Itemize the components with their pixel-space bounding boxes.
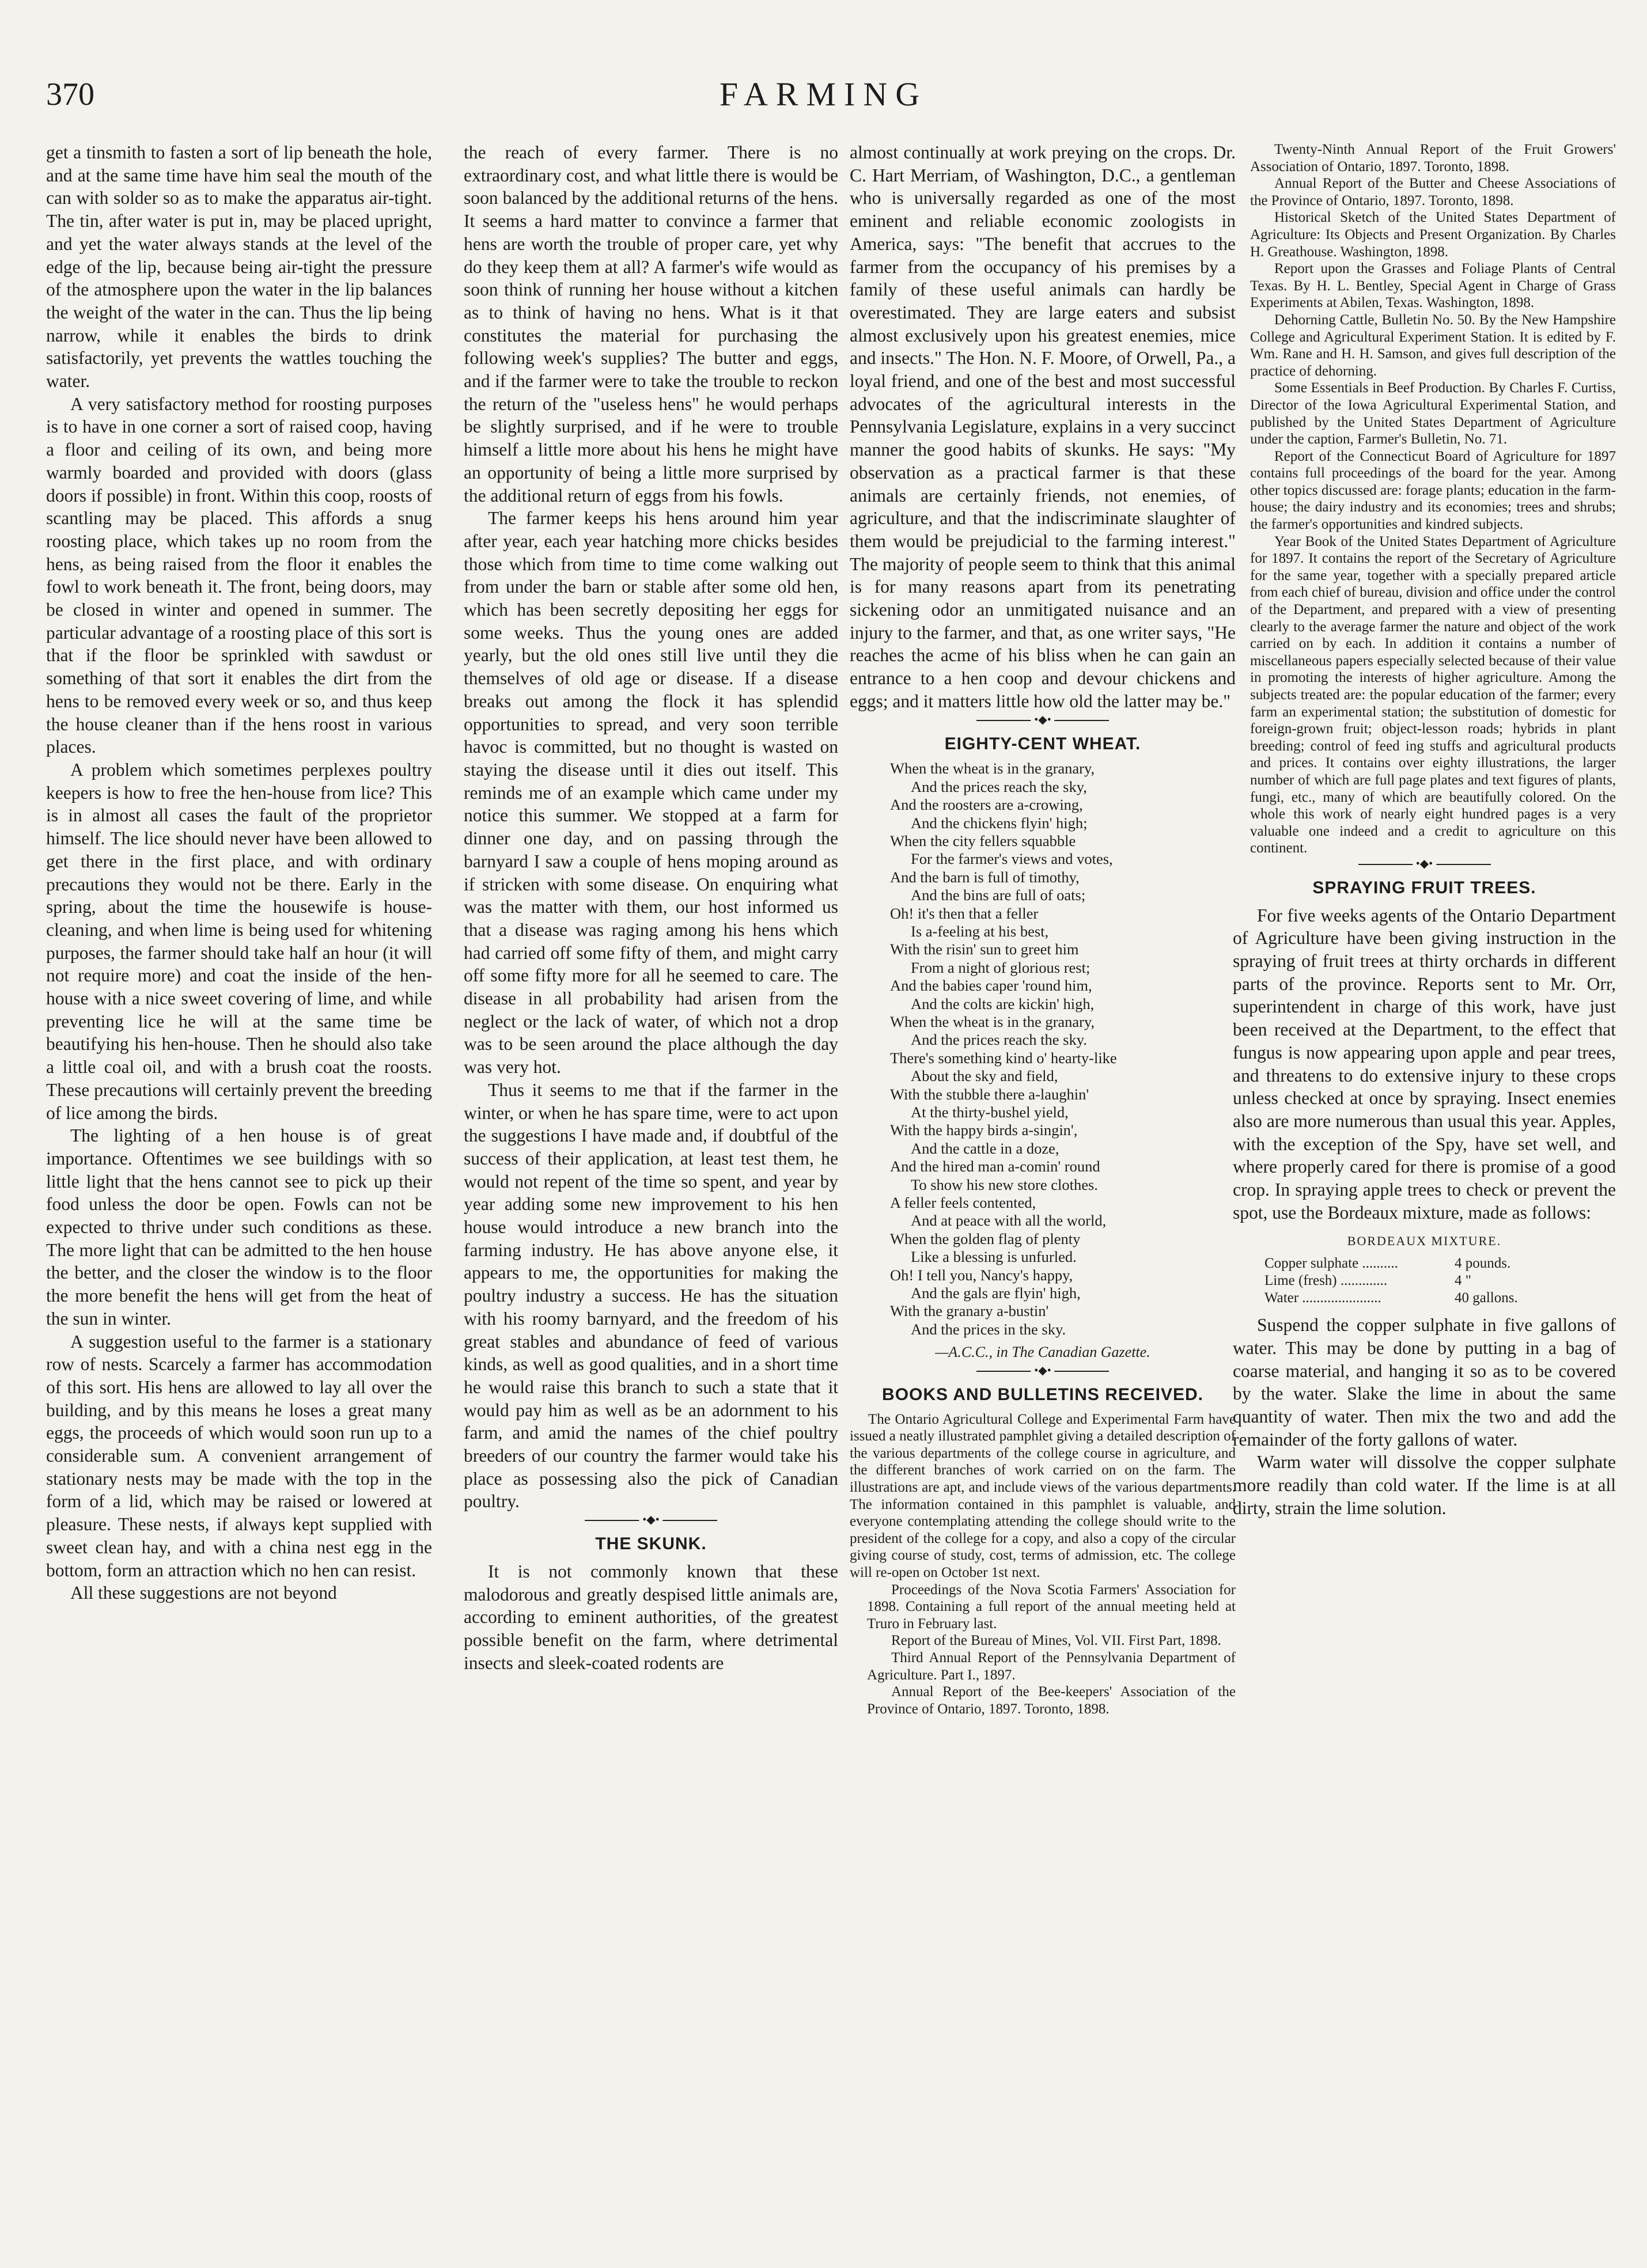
poem-line: At the thirty-bushel yield, [911, 1103, 1069, 1121]
recipe-item: Water ...................... [1264, 1290, 1381, 1306]
poem-line: And the prices in the sky. [911, 1320, 1066, 1338]
poem-line: When the golden flag of plenty [890, 1230, 1081, 1247]
bulletin-entry: Third Annual Report of the Pennsylvania Department of Agriculture. Part I., 1897. [867, 1650, 1236, 1683]
poem-line: And the babies caper 'round him, [890, 977, 1092, 995]
recipe-row [1264, 1290, 1616, 1307]
paragraph: For five weeks agents of the Ontario Department of Agriculture have been giving instruction in the spraying of fruit trees at thirty orchards in different parts of the province. Reports sent to Mr. Orr, superintendent in charge of this work, have just been received at the Department, to the effect that fungus is now appearing upon apple and pear trees, and threatens to do extensive injury to these crops unless checked at once by spraying. Insect enemies also are more numerous than usual this year. Apples, with the exception of the Spy, have set well, and where properly cared for there is promise of a good crop. In spraying apple trees to check or prevent the spot, use the Bordeaux mixture, made as follows: [1233, 905, 1616, 1223]
poem-line: And the roosters are a-crowing, [890, 796, 1083, 814]
section-heading-skunk: THE SKUNK. [595, 1534, 707, 1554]
bulletin-entry: Twenty-Ninth Annual Report of the Fruit Growers' Association of Ontario, 1897. Toronto, 1898. [1250, 142, 1616, 175]
poem-line: There's something kind o' hearty-like [890, 1049, 1117, 1067]
bulletin-entry: Report of the Connecticut Board of Agriculture for 1897 contains full proceedings of the board for the year. Among other topics discussed are: forage plants; education in the farm-house; the dairy industry and its economies; trees and shrubs; the farmer's opportunities and kindred subjects. [1250, 448, 1616, 533]
poem-line: And the prices reach the sky. [911, 1031, 1087, 1049]
bulletin-entry: Report of the Bureau of Mines, Vol. VII. First Part, 1898. [891, 1633, 1221, 1649]
poem-line: Like a blessing is unfurled. [911, 1248, 1077, 1266]
section-heading-books: BOOKS AND BULLETINS RECEIVED. [882, 1385, 1203, 1404]
column-3 [850, 141, 1236, 1717]
poem-line: About the sky and field, [911, 1067, 1058, 1085]
poem-line: Oh! it's then that a feller [890, 904, 1039, 922]
poem-line: Oh! I tell you, Nancy's happy, [890, 1266, 1073, 1284]
poem-line: And the chickens flyin' high; [911, 814, 1088, 832]
poem-line: When the wheat is in the granary, [890, 1012, 1095, 1030]
paragraph: The Ontario Agricultural College and Experimental Farm have issued a neatly illustrated pamphlet giving a detailed description of the various departments of the college course in agriculture, and the different branches of work carried on on the farm. The illustrations are apt, and include views of the various departments. The information contained in this pamphlet is valuable, and everyone contemplating attending the college should write to the president of the college for a copy, and also a copy of the circular giving course of study, cost, terms of admission, etc. The college will re-open on October 1st next. [850, 1411, 1236, 1581]
paragraph: Warm water will dissolve the copper sulphate more readily than cold water. If the lime is at all dirty, strain the lime solution. [1233, 1452, 1616, 1518]
paragraph: A problem which sometimes perplexes poultry keepers is how to free the hen-house from lice? This is in almost all cases the fault of the proprietor himself. The lice should never have been allowed to get there in the first place, and with ordinary precautions they would not be there. Early in the spring, about the time the housewife is house-cleaning, and when lime is being used for whitening purposes, the farmer should take half an hour (it will not require more) and coat the inside of the hen-house with a nice sweet covering of lime, and while preventing lice he will at the same time be beautifying his hen-house. Then he should also take a little coal oil, and with a brush coat the roosts. These precautions will certainly prevent the breeding of lice among the birds. [46, 759, 432, 1123]
bulletin-entry: Historical Sketch of the United States Department of Agriculture: Its Objects and Present Organization. By Charles H. Greathouse. Washington, 1898. [1250, 210, 1616, 260]
recipe-amount: 4 " [1455, 1273, 1471, 1289]
poem-line: For the farmer's views and votes, [911, 850, 1113, 868]
poem-line: And the cattle in a doze, [911, 1139, 1059, 1157]
poem-line: With the risin' sun to greet him [890, 940, 1079, 958]
section-heading-wheat: EIGHTY-CENT WHEAT. [944, 734, 1141, 753]
poem [850, 760, 1236, 1338]
page-number: 370 [46, 77, 94, 112]
poem-line: And the bins are full of oats; [911, 886, 1086, 904]
poem-line: Is a-feeling at his best, [911, 922, 1049, 940]
poem-line: And the colts are kickin' high, [911, 995, 1095, 1012]
poem-line: With the stubble there a-laughin' [890, 1085, 1089, 1103]
bulletin-entry: Annual Report of the Bee-keepers' Association of the Province of Ontario, 1897. Toronto, 1898. [867, 1684, 1236, 1717]
poem-line: When the city fellers squabble [890, 832, 1076, 849]
paragraph: Thus it seems to me that if the farmer in the winter, or when he has spare time, were to act upon the suggestions I have made and, if doubtful of the success of their application, at least test them, he would not repent of the time so spent, and year by year adding some new improvement to his hen house would introduce a new branch into the farming industry. He has above anyone else, it appears to me, the opportunities for making the poultry industry a success. He has the situation with his roomy barnyard, and the freedom of his great stables and abundance of feed of various kinds, as well as good qualities, and in a short time he would raise this branch to such a state that it would pay him as well as be an adornment to his farm, and amid the names of the chief poultry breeders of our country the farmer would take his place as possessing also the pick of Canadian poultry. [464, 1079, 838, 1512]
paragraph: A very satisfactory method for roosting purposes is to have in one corner a sort of raised coop, having a floor and ceiling of its own, and being more warmly boarded and provided with doors (glass doors if possible) in front. Within this coop, roosts of scantling may be placed. This affords a snug roosting place, which takes up no room from the hens, as being raised from the floor it enables the fowl to work beneath it. The front, being doors, may be closed in winter and opened in summer. The particular advantage of a roosting place of this sort is that if the floor be sprinkled with sawdust or something of that sort it enables the dirt from the hens to be removed every week or so, and thus keep the house cleaner than if the hens roost in various places. [46, 393, 432, 757]
bulletin-entry: Report upon the Grasses and Foliage Plants of Central Texas. By H. L. Bentley, Special Agent in Charge of Grass Experiments at Abilen, Texas. Washington, 1898. [1250, 261, 1616, 311]
poem-line: And the barn is full of timothy, [890, 868, 1080, 886]
paragraph: get a tinsmith to fasten a sort of lip beneath the hole, and at the same time have him seal the mouth of the can with solder so as to make the apparatus air-tight. The tin, after water is put in, may be placed upright, and yet the water always stands at the level of the edge of the lip, because being air-tight the pressure of the atmosphere upon the water in the lip balances the weight of the water in the can. Thus the lip being narrow, while it enables the birds to drink satisfactorily, yet prevents the wattles touching the water. [46, 142, 432, 392]
paragraph: It is not commonly known that these malodorous and greatly despised little animals are, according to eminent authorities, of the greatest possible benefit on the farm, where detrimental insects and sleek-coated rodents are [464, 1561, 838, 1673]
poem-line: And the gals are flyin' high, [911, 1284, 1081, 1302]
poem-line: When the wheat is in the granary, [890, 760, 1095, 778]
poem-line: To show his new store clothes. [911, 1175, 1098, 1193]
recipe-title: BORDEAUX MIXTURE. [1347, 1234, 1502, 1249]
recipe-table [1264, 1255, 1616, 1307]
section-divider: •◆• [585, 1520, 717, 1521]
bulletin-entry: Some Essentials in Beef Production. By Charles F. Curtiss, Director of the Iowa Agricultural Experimental Station, and published by the United States Department of Agriculture under the caption, Farmer's Bulletin, No. 71. [1250, 380, 1616, 447]
column-4 [1233, 141, 1616, 1520]
poem-line: With the happy birds a-singin', [890, 1121, 1078, 1139]
section-heading-spraying: SPRAYING FRUIT TREES. [1312, 878, 1536, 897]
recipe-row [1264, 1272, 1616, 1290]
bulletin-entry: Proceedings of the Nova Scotia Farmers' Association for 1898. Containing a full report of the annual meeting held at Truro in February last. [867, 1581, 1236, 1632]
recipe-item: Copper sulphate .......... [1264, 1256, 1398, 1272]
section-divider: •◆• [976, 1371, 1109, 1372]
recipe-row [1264, 1255, 1616, 1272]
poem-line: With the granary a-bustin' [890, 1302, 1049, 1320]
poem-line: A feller feels contented, [890, 1194, 1036, 1212]
bulletin-entry: Year Book of the United States Department of Agriculture for 1897. It contains the report of the Secretary of Agriculture for the same year, together with a specially prepared article from each chief of bureau, division and office under the control of the Department, and prepared with a view of presenting clearly to the average farmer the nature and object of the work carried on by each. In addition it contains a number of miscellaneous papers especially selected because of their value in promoting the interests of higher agriculture. Among the subjects treated are: the popular education of the farmer; every farm an experimental station; the substitution of domestic for foreign-grown fruit; object-lesson roads; hybrids in plant breeding; control of feed ing stuffs and agricultural products and prices. It contains over eighty illustrations, the larger number of which are full page plates and text figures of plants, fungi, etc., many of which are beautifully colored. On the whole this work of nearly eight hundred pages is a very valuable one indeed and a credit to agriculture on this continent. [1250, 533, 1616, 856]
column-2 [464, 141, 838, 1674]
recipe-amount: 4 pounds. [1455, 1256, 1511, 1272]
section-divider: •◆• [1358, 864, 1491, 865]
column-1 [46, 141, 432, 1605]
section-divider: •◆• [976, 720, 1109, 721]
poem-line: And the prices reach the sky, [911, 778, 1087, 795]
bulletin-entry: Dehorning Cattle, Bulletin No. 50. By the New Hampshire College and Agricultural Experiment Station. It is edited by F. Wm. Rane and H. H. Samson, and gives full description of the practice of dehorning. [1250, 312, 1616, 379]
poem-line: And at peace with all the world, [911, 1212, 1107, 1230]
paragraph: almost continually at work preying on the crops. Dr. C. Hart Merriam, of Washington, D.C., a gentleman who is universally regarded as one of the most eminent and reliable economic zoologists in America, says: "The benefit that accrues to the farmer from the occupancy of his premises by a family of these useful animals can hardly be overestimated. They are large eaters and subsist almost exclusively upon his greatest enemies, mice and insects." The Hon. N. F. Moore, of Orwell, Pa., a loyal friend, and one of the best and most successful advocates of the agricultural interests in the Pennsylvania Legislature, explains in a very succinct manner the good habits of skunks. He says: "My observation as a practical farmer is that these animals are certainly friends, not enemies, of agriculture, and that the indiscriminate slaughter of them would be prejudicial to the farming interest." The majority of people seem to think that this animal is for many reasons apart from its penetrating sickening odor an unmitigated nuisance and an injury to the farmer, and that, as one writer says, "He reaches the acme of his bliss when he can gain an entrance to a hen coop and devour chickens and eggs; and it matters little how old the latter may be." [850, 142, 1236, 711]
paragraph: All these suggestions are not beyond [70, 1583, 337, 1603]
paragraph: A suggestion useful to the farmer is a stationary row of nests. Scarcely a farmer has accommodation of this sort. His hens are allowed to lay all over the building, and by this means he loses a great many eggs, the proceeds of which would soon run up to a considerable sum. A convenient arrangement of stationary nests may be made with the top in the form of a lid, which may be raised or lowered at pleasure. These nests, if always kept supplied with sweet clean hay, and with a china nest egg in the bottom, form an attraction which no hen can resist. [46, 1331, 432, 1580]
recipe-amount: 40 gallons. [1455, 1290, 1518, 1306]
poem-line: From a night of glorious rest; [911, 958, 1091, 976]
recipe-item: Lime (fresh) ............. [1264, 1273, 1388, 1289]
bulletin-entry: Annual Report of the Butter and Cheese Associations of the Province of Ontario, 1897. Toronto, 1898. [1250, 176, 1616, 208]
paragraph: The lighting of a hen house is of great importance. Oftentimes we see buildings with so little light that the hens cannot see to pick up their food unless the door be open. Fowls can not be expected to thrive under such conditions as these. The more light that can be admitted to the hen house the better, and the closer the window is to the floor the more benefit the hens will get from the heat of the sun in winter. [46, 1125, 432, 1329]
poem-attribution: —A.C.C., in The Canadian Gazette. [935, 1344, 1150, 1361]
poem-line: And the hired man a-comin' round [890, 1158, 1100, 1175]
paragraph: The farmer keeps his hens around him year after year, each year hatching more chicks besides those which from time to time come walking out from under the barn or stable after some old hen, which has been secretly depositing her eggs for some weeks. Thus the young ones are added yearly, but the old ones still live until they die themselves of old age or disease. If a disease breaks out among the flock it has splendid opportunities to spread, and very soon terrible havoc is committed, but no thought is wasted on staying the disease until it dies out itself. This reminds me of an example which came under my notice this summer. We stopped at a farm for dinner one day, and on passing through the barnyard I saw a couple of hens moping around as if stricken with some disease. On enquiring what was the matter with them, our host informed us that a disease was raging among his hens which had carried off some fifty of them, and might carry off some fifty more for all he seemed to care. The disease in all probability had arisen from the neglect or the lack of water, of which not a drop was to be seen around the place although the day was very hot. [464, 508, 838, 1078]
paragraph: Suspend the copper sulphate in five gallons of water. This may be done by putting in a bag of coarse material, and hanging it so as to be covered by the water. Slake the lime in about the same quantity of water. Then mix the two and add the remainder of the forty gallons of water. [1233, 1315, 1616, 1450]
running-head-title: FARMING [719, 75, 928, 113]
paragraph: the reach of every farmer. There is no extraordinary cost, and what little there is would be soon balanced by the additional returns of the hens. It seems a hard matter to convince a farmer that hens are worth the trouble of proper care, yet why do they keep them at all? A farmer's wife would as soon think of running her house without a kitchen as to think of having no hens. What is it that constitutes the material for purchasing the following week's supplies? The butter and eggs, and if the farmer were to take the trouble to reckon the return of the "useless hens" he would perhaps be slightly surprised, and if he were to trouble himself a little more about his hens he might have an opportunity of being a little more surprised by the additional return of eggs from his fowls. [464, 142, 838, 506]
